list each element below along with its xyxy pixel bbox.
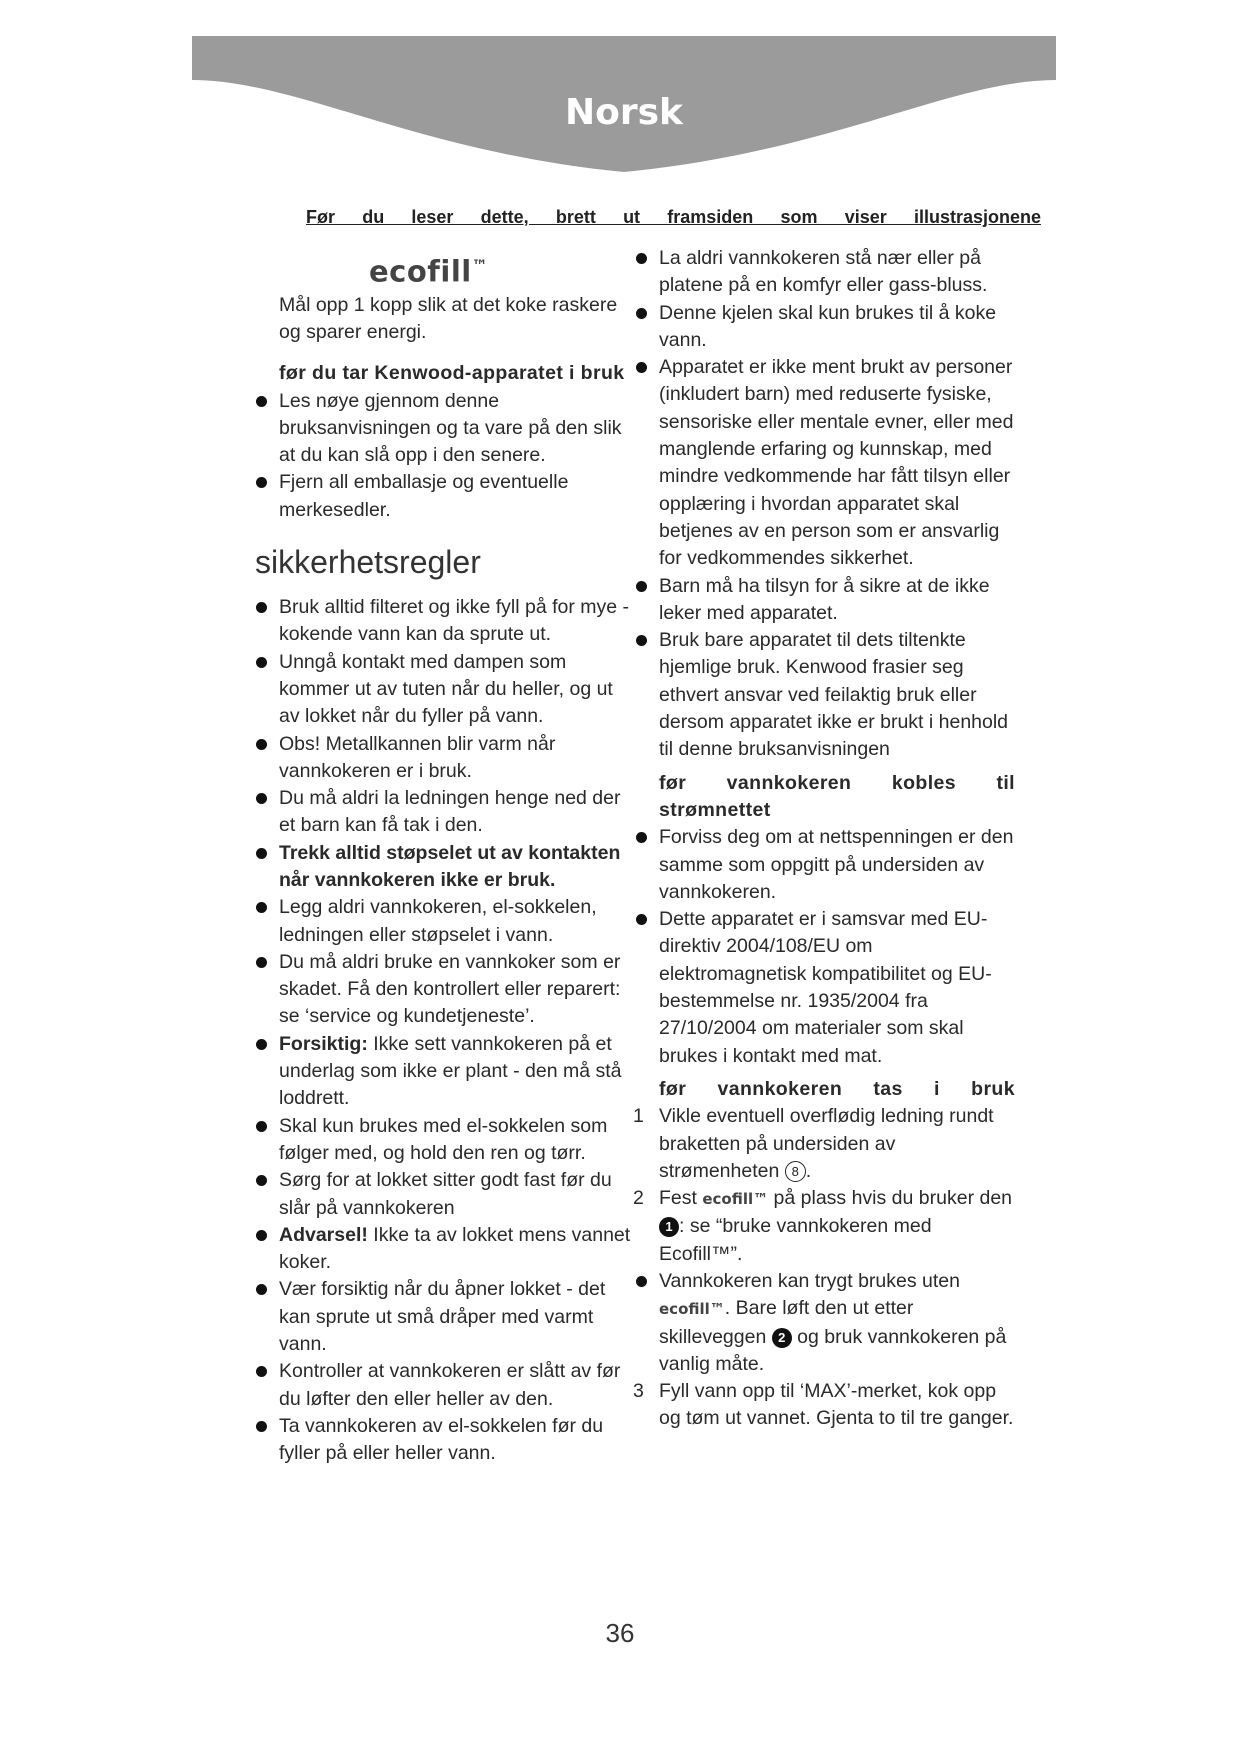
- step-number: 1: [633, 1105, 644, 1128]
- list-item: Du må aldri bruke en vannkoker som er skadet. Få den kontrollert eller reparert: se ‘service og kundetjeneste’.: [255, 949, 635, 1031]
- ecofill-logo-text: ecofill: [369, 254, 472, 289]
- mains-list: [635, 824, 1015, 1070]
- list-item: Apparatet er ikke ment brukt av personer (inkludert barn) med reduserte fysiske, sensoriske eller mentale evner, eller med manglende erfaring og kunnskap, med mindre vedkommende har fått tilsyn eller opplæring i hvordan apparatet skal betjenes av en person som er ansvarlig for vedkommendes sikkerhet.: [635, 354, 1015, 572]
- list-item: Sørg for at lokket sitter godt fast før du slår på vannkokeren: [255, 1167, 635, 1222]
- list-item: Fjern all emballasje og eventuelle merkesedler.: [255, 469, 635, 524]
- before-use-list: [255, 388, 635, 524]
- page-title: Norsk: [565, 92, 683, 133]
- step-text: Vikle eventuell overflødig ledning rundt braketten på undersiden av strømenheten: [659, 1105, 994, 1182]
- warning-text: Ikke ta av lokket mens vannet koker.: [279, 1223, 631, 1274]
- ref-marker: 1: [659, 1217, 679, 1237]
- ref-marker: 8: [785, 1161, 806, 1182]
- list-item: Trekk alltid støpselet ut av kontakten når vannkokeren ikke er bruk.: [255, 840, 635, 895]
- list-item: Dette apparatet er i samsvar med EU-direktiv 2004/108/EU om elektromagnetisk kompatibilitet og EU-bestemmelse nr. 1935/2004 fra 27/10/2004 om materialer som skal brukes i kontakt med mat.: [635, 906, 1015, 1070]
- list-item: [635, 1268, 1015, 1378]
- list-item: Les nøye gjennom denne bruksanvisningen og ta vare på den slik at du kan slå opp i den senere.: [255, 388, 635, 470]
- list-item: [255, 1031, 635, 1113]
- step-text: : se “bruke vannkokeren med Ecofill™”.: [659, 1215, 932, 1265]
- step-text: Fest: [659, 1187, 703, 1210]
- list-item: Forviss deg om at nettspenningen er den samme som oppgitt på undersiden av vannkokeren.: [635, 824, 1015, 906]
- caution-label: Forsiktig:: [279, 1032, 368, 1055]
- right-column: [635, 245, 1015, 1433]
- list-item: Bruk bare apparatet til dets tiltenkte hjemlige bruk. Kenwood frasier seg ethvert ansvar ved feilaktig bruk eller dersom apparatet ikke er brukt i henhold til denne bruksanvisningen: [635, 627, 1015, 763]
- list-item: La aldri vannkokeren stå nær eller på platene på en komfyr eller gass-bluss.: [635, 245, 1015, 300]
- ecofill-inline-logo: ecofill™: [659, 1300, 725, 1319]
- first-use-heading: før vannkokeren tas i bruk: [659, 1077, 1015, 1100]
- first-use-steps: [635, 1103, 1015, 1268]
- caution-text: Ikke sett vannkokeren på et underlag som ikke er plant - den må stå loddrett.: [279, 1032, 622, 1110]
- list-item: Skal kun brukes med el-sokkelen som følger med, og hold den ren og tørr.: [255, 1113, 635, 1168]
- list-item: Ta vannkokeren av el-sokkelen før du fyller på eller heller vann.: [255, 1413, 635, 1468]
- step-text: Fyll vann opp til ‘MAX’-merket, kok opp og tøm ut vannet. Gjenta to til tre ganger.: [659, 1380, 1014, 1430]
- list-item: Obs! Metallkannen blir varm når vannkokeren er i bruk.: [255, 731, 635, 786]
- note-text: . Bare løft den ut etter skilleveggen: [659, 1297, 914, 1348]
- usage-note-list: [635, 1268, 1015, 1378]
- note-text: og bruk vannkokeren på vanlig måte.: [659, 1325, 1007, 1375]
- list-item: Vær forsiktig når du åpner lokket - det kan sprute ut små dråper med varmt vann.: [255, 1276, 635, 1358]
- mains-heading: før vannkokeren kobles til strømnettet: [659, 771, 1015, 821]
- safety-list: [255, 594, 635, 1468]
- list-item: Kontroller at vannkokeren er slått av før du løfter den eller heller av den.: [255, 1358, 635, 1413]
- safety-list-continued: [635, 245, 1015, 764]
- step-text-end: .: [805, 1159, 812, 1182]
- fold-out-notice: Før du leser dette, brett ut framsiden som viser illustrasjonene: [306, 207, 1041, 227]
- first-use-steps-continued: [635, 1378, 1015, 1433]
- step-item: [635, 1103, 1015, 1185]
- list-item: Bruk alltid filteret og ikke fyll på for mye - kokende vann kan da sprute ut.: [255, 594, 635, 649]
- step-item: [635, 1378, 1015, 1433]
- left-column: [255, 248, 635, 1468]
- note-text: Vannkokeren kan trygt brukes uten: [659, 1269, 960, 1292]
- ecofill-logo-tm: ™: [471, 256, 489, 275]
- step-number: 3: [633, 1380, 644, 1403]
- list-item: Barn må ha tilsyn for å sikre at de ikke leker med apparatet.: [635, 573, 1015, 628]
- before-use-heading: før du tar Kenwood-apparatet i bruk: [279, 362, 625, 385]
- step-number: 2: [633, 1187, 644, 1210]
- list-item: [255, 1222, 635, 1277]
- page-number: 36: [605, 1618, 635, 1648]
- ecofill-description: Mål opp 1 kopp slik at det koke raskere og sparer energi.: [279, 293, 618, 343]
- list-item: Du må aldri la ledningen henge ned der et barn kan få tak i den.: [255, 785, 635, 840]
- safety-section-title: sikkerhetsregler: [255, 544, 481, 581]
- warning-label: Advarsel!: [279, 1223, 368, 1246]
- ref-marker: 2: [772, 1328, 792, 1348]
- list-item: Denne kjelen skal kun brukes til å koke vann.: [635, 300, 1015, 355]
- step-item: [635, 1185, 1015, 1268]
- ecofill-logo: [369, 248, 635, 290]
- list-item: Legg aldri vannkokeren, el-sokkelen, ledningen eller støpselet i vann.: [255, 894, 635, 949]
- step-text: på plass hvis du bruker den: [768, 1187, 1013, 1210]
- list-item: Unngå kontakt med dampen som kommer ut av tuten når du heller, og ut av lokket når du fyller på vann.: [255, 649, 635, 731]
- ecofill-inline-logo: ecofill™: [702, 1190, 769, 1209]
